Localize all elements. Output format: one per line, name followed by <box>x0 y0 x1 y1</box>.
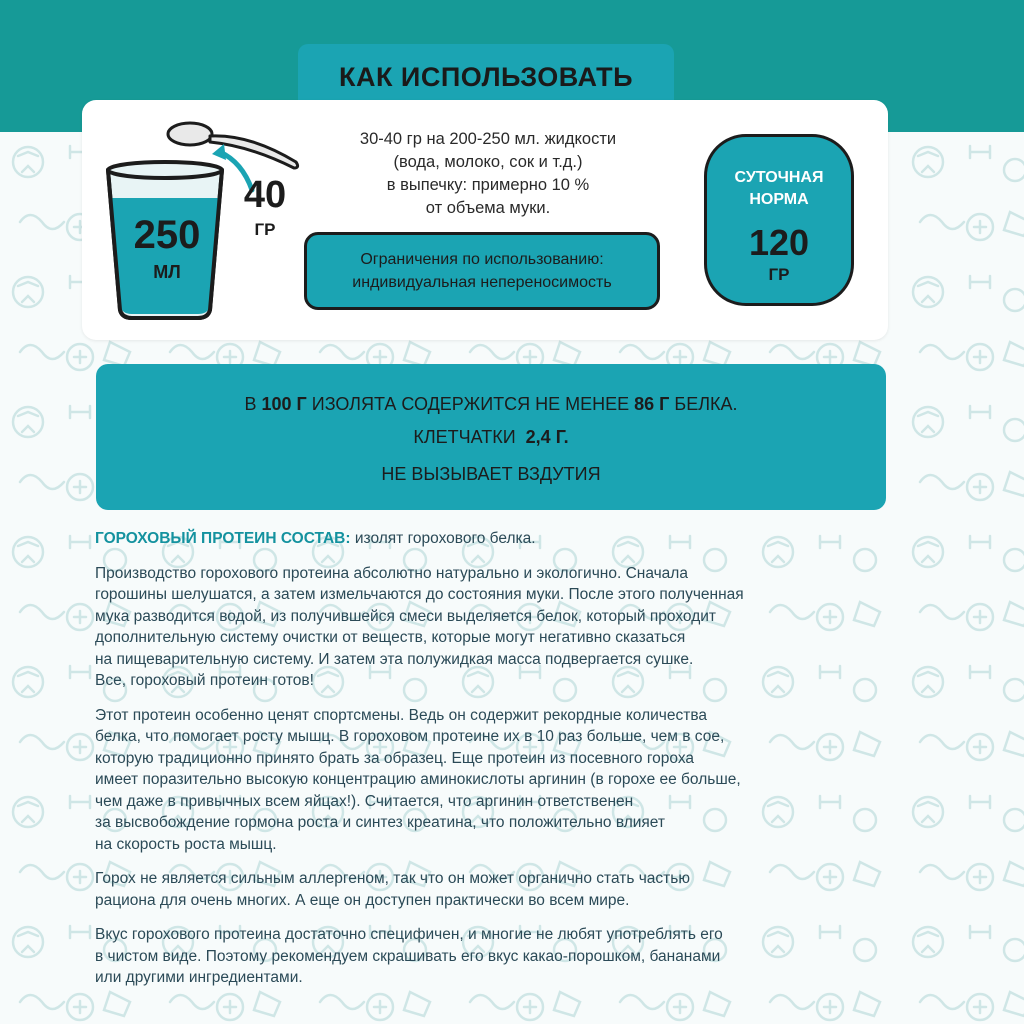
text-line: рациона для очень многих. А еще он доступен практически во всем мире. <box>95 891 630 909</box>
restrictions-box <box>304 232 660 310</box>
protein-amount-value: 100 Г <box>261 394 307 414</box>
text-line: Вкус горохового протеина достаточно специфичен, и многие не любят употреблять его <box>95 926 723 943</box>
text-line: белка, что помогает росту мышц. В гороховом протеине их в 10 раз больше, чем в сое, <box>95 728 725 745</box>
text-line: мука разводится водой, из получившейся смеси выделяется белок, который проходит <box>95 607 717 625</box>
section-title: КАК ИСПОЛЬЗОВАТЬ <box>298 44 674 110</box>
paragraph-athletes <box>95 705 895 856</box>
protein-text: БЕЛКА. <box>669 394 738 414</box>
text-line: за высвобождение гормона роста и синтез креатина, что положительно влияет <box>95 814 666 831</box>
daily-norm-title <box>707 167 851 211</box>
text-line: Горох не является сильным аллергеном, так что он может органично стать частью <box>95 870 690 887</box>
text-line: Производство горохового протеина абсолютно натурально и экологично. Сначала <box>95 564 688 582</box>
fiber-value: 2,4 Г. <box>525 427 569 447</box>
protein-text: ИЗОЛЯТА СОДЕРЖИТСЯ НЕ МЕНЕЕ <box>306 394 635 414</box>
spoon-unit: ГР <box>254 220 276 239</box>
fiber-label: КЛЕТЧАТКИ <box>413 427 526 447</box>
no-bloating-line: НЕ ВЫЗЫВАЕТ ВЗДУТИЯ <box>381 464 601 484</box>
text-line: Все, гороховый протеин готов! <box>95 672 314 689</box>
text-line: горошины шелушатся, а затем измельчаются до состояния муки. После этого полученная <box>95 586 744 603</box>
dosage-line: (вода, молоко, сок и т.д.) <box>393 153 583 171</box>
text-line: чем даже в привычных всем яйцах!). Считается, что аргинин ответственен <box>95 792 634 810</box>
cup-unit: МЛ <box>153 262 181 282</box>
text-line: на скорость роста мышц. <box>95 835 277 853</box>
paragraph-production <box>95 563 895 692</box>
dosage-line: от объема муки. <box>425 199 551 217</box>
dosage-line: 30-40 гр на 200-250 мл. жидкости <box>359 130 617 148</box>
paragraph-allergen <box>95 868 895 911</box>
protein-text: В <box>244 394 262 414</box>
fiber-line <box>96 427 886 448</box>
daily-norm-amount: 120 <box>748 222 810 263</box>
daily-norm-title-line: НОРМА <box>749 191 809 208</box>
daily-norm-card <box>704 134 854 306</box>
daily-norm-unit: ГР <box>768 265 790 284</box>
restriction-line: Ограничения по использованию: <box>360 251 604 268</box>
text-line: Этот протеин особенно ценят спортсмены. Ведь он содержит рекордные количества <box>95 706 708 724</box>
dosage-line: в выпечку: примерно 10 % <box>386 176 590 194</box>
text-line: в чистом виде. Поэтому рекомендуем скрашивать его вкус какао-порошком, бананами <box>95 947 721 965</box>
protein-min-value: 86 Г <box>634 394 670 414</box>
composition-label: ГОРОХОВЫЙ ПРОТЕИН СОСТАВ: <box>95 530 351 547</box>
text-line: имеет поразительно высокую концентрацию аминокислоты аргинин (в горохе ее больше, <box>95 771 741 788</box>
paragraph-taste <box>95 924 895 989</box>
dosage-text <box>318 128 658 220</box>
text-line: дополнительную систему очистки от веществ, которые могут негативно сказаться <box>95 629 686 646</box>
text-line: которую традиционно принято брать за образец. Еще протеин из посевного гороха <box>95 749 695 767</box>
daily-norm-title-line: СУТОЧНАЯ <box>734 169 824 186</box>
composition-paragraph <box>95 528 895 550</box>
article-body <box>95 528 895 1002</box>
protein-content-box <box>96 364 886 510</box>
text-line: на пищеварительную систему. И затем эта полужидкая масса подвергается сушке. <box>95 650 694 668</box>
protein-line <box>96 394 886 415</box>
composition-value: изолят горохового белка. <box>350 530 536 547</box>
cup-amount: 250 <box>133 213 201 257</box>
spoon-amount: 40 <box>243 174 287 216</box>
text-line: или другими ингредиентами. <box>95 969 303 986</box>
restriction-line: индивидуальная непереносимость <box>352 274 612 291</box>
